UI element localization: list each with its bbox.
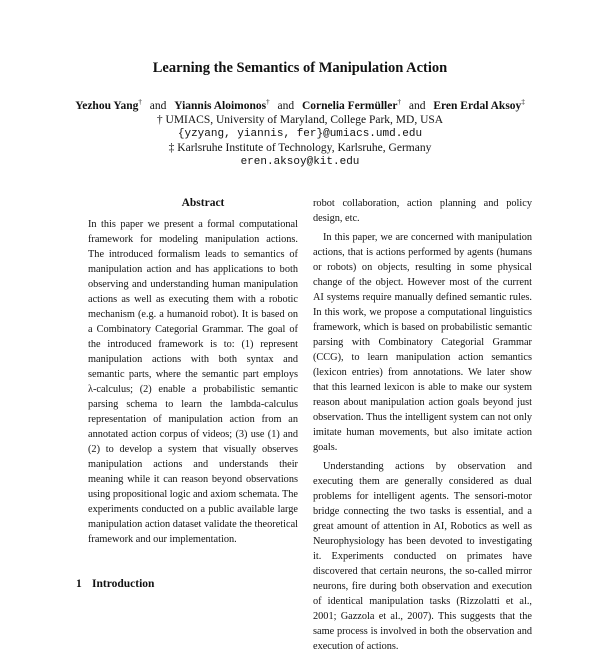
email-kit: eren.aksoy@kit.edu [240, 156, 360, 168]
abstract-text: In this paper we present a formal computational framework for modeling manipulation actions. The introduced formalism leads to semantics of manipulation action and has applications to both observing and understanding human manipulation actions as well as executing them with a robotic mechanism (e.g. a humanoid robot). It is based on a Combinatory Categorial Grammar. The goal of the introduced framework is to: (1) represent manipulation actions with both syntax and semantic parts, where the semantic part employs λ-calculus; (2) enable a probabilistic semantic parsing schema to learn the lambda-calculus representation of manipulation action from an annotated action corpus of videos; (3) use (1) and (2) to develop a system that visually observes manipulation actions and understands their meaning while it can reason beyond observations using propositional logic and axiom schemata. The experiments conducted on a public available large manipulation action dataset validate the theoretical framework and our implementation. [88, 219, 298, 545]
author-name: Yiannis Aloimonos [174, 100, 267, 112]
author-name: Cornelia Fermüller [301, 100, 398, 112]
abstract-heading: Abstract [181, 197, 225, 209]
affiliation-mark: † [138, 98, 142, 106]
paragraph: Understanding actions by observation and executing them are generally considered as dual problems for intelligent agents. The sensori-motor bridge connecting the two tasks is essential, and a great amount of attention in AI, Robotics as well as Neurophysiology has been devoted to investigating it. Experiments conducted on primates have discovered that certain neurons, the so-called mirror neurons, fire during both observation and execution of identical manipulation tasks (Rizzolatti et al., 2001; Gazzola et al., 2007). This suggests that the same process is involved in both the observation and execution of actions. [313, 461, 532, 652]
right-column [313, 196, 532, 658]
author-separator: and [149, 100, 167, 112]
affiliation-mark: † [397, 98, 401, 106]
affiliation-umd: † UMIACS, University of Maryland, College Park, MD, USA [156, 114, 444, 126]
section-heading [76, 578, 154, 590]
author-block [0, 95, 600, 169]
author-list [0, 95, 600, 113]
section-number: 1 [76, 578, 82, 590]
section-title: Introduction [92, 578, 155, 590]
email-umd: {yzyang, yiannis, fer}@umiacs.umd.edu [177, 128, 423, 140]
author-separator: and [408, 100, 426, 112]
affiliation-mark: † [266, 98, 270, 106]
affiliation-mark: ‡ [521, 98, 525, 106]
affiliation-kit: ‡ Karlsruhe Institute of Technology, Karlsruhe, Germany [168, 142, 432, 154]
author-separator: and [277, 100, 295, 112]
left-column [88, 196, 298, 547]
paragraph: robot collaboration, action planning and policy design, etc. [313, 198, 532, 224]
paper-title: Learning the Semantics of Manipulation Action [152, 60, 448, 76]
paragraph: In this paper, we are concerned with manipulation actions, that is actions performed by agents (humans or robots) on objects, resulting in some physical change of the object. However most of the current AI systems require manually defined semantic rules. In this work, we propose a computational linguistics framework, which is based on probabilistic semantic parsing with Combinatory Categorial Grammar (CCG), to learn manipulation action semantics (lexicon entries) from annotations. We later show that this learned lexicon is able to make our system reason about manipulation action goals beyond just observation. Thus the intelligent system can not only imitate human movements, but also imitate action goals. [313, 232, 532, 453]
author-name: Yezhou Yang [75, 100, 139, 112]
author-name: Eren Erdal Aksoy [433, 100, 522, 112]
